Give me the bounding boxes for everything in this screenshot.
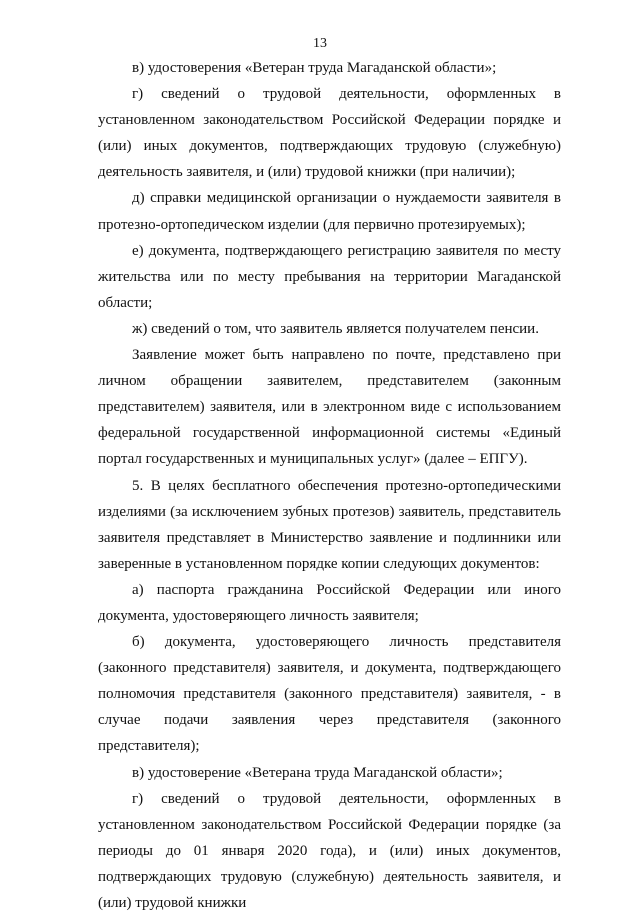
document-body: [98, 55, 561, 916]
paragraph-zh-pension: ж) сведений о том, что заявитель является получателем пенсии.: [132, 320, 539, 337]
paragraph-v-veteran-certificate-2: в) удостоверение «Ветерана труда Магаданской области»;: [132, 764, 503, 781]
paragraph-item-5: 5. В целях бесплатного обеспечения протезно-ортопедическими изделиями (за исключением зубных протезов) заявитель, представитель заявителя представляет в Министерство заявление и подлинники или заверенные в установленном порядке копии следующих документов:: [98, 477, 561, 572]
paragraph-e-registration: е) документа, подтверждающего регистрацию заявителя по месту жительства или по месту пребывания на территории Магаданской области;: [98, 242, 561, 311]
paragraph-d-medical-certificate: д) справки медицинской организации о нуждаемости заявителя в протезно-ортопедическом изделии (для первично протезируемых);: [98, 190, 561, 233]
paragraph-g-work-records-2: г) сведений о трудовой деятельности, оформленных в установленном законодательством Российской Федерации порядке (за периоды до 01 января 2020 года), и (или) иных документов, подтверждающих трудовую (служебную) деятельность заявителя, и (или) трудовой книжки: [98, 790, 561, 911]
paragraph-v-veteran-certificate: в) удостоверения «Ветеран труда Магаданской области»;: [132, 60, 497, 76]
paragraph-g-work-records: г) сведений о трудовой деятельности, оформленных в установленном законодательством Российской Федерации порядке и (или) иных документов, подтверждающих трудовую (служебную) деятельность заявителя, и (или) трудовой книжки (при наличии);: [98, 86, 561, 181]
page-number: 13: [313, 36, 327, 51]
paragraph-b-representative: б) документа, удостоверяющего личность представителя (законного представителя) заявителя, и документа, подтверждающего полномочия представителя (законного представителя) заявителя, - в случае подачи заявления через представителя (законного представителя);: [98, 634, 561, 755]
paragraph-application-submission: Заявление может быть направлено по почте, представлено при личном обращении заявителем, представителем (законным представителем) заявителя, или в электронном виде с использованием федеральной государственной информационной системы «Единый портал государственных и муниципальных услуг» (далее – ЕПГУ).: [98, 347, 561, 468]
paragraph-a-passport: а) паспорта гражданина Российской Федерации или иного документа, удостоверяющего личность заявителя;: [98, 581, 561, 624]
